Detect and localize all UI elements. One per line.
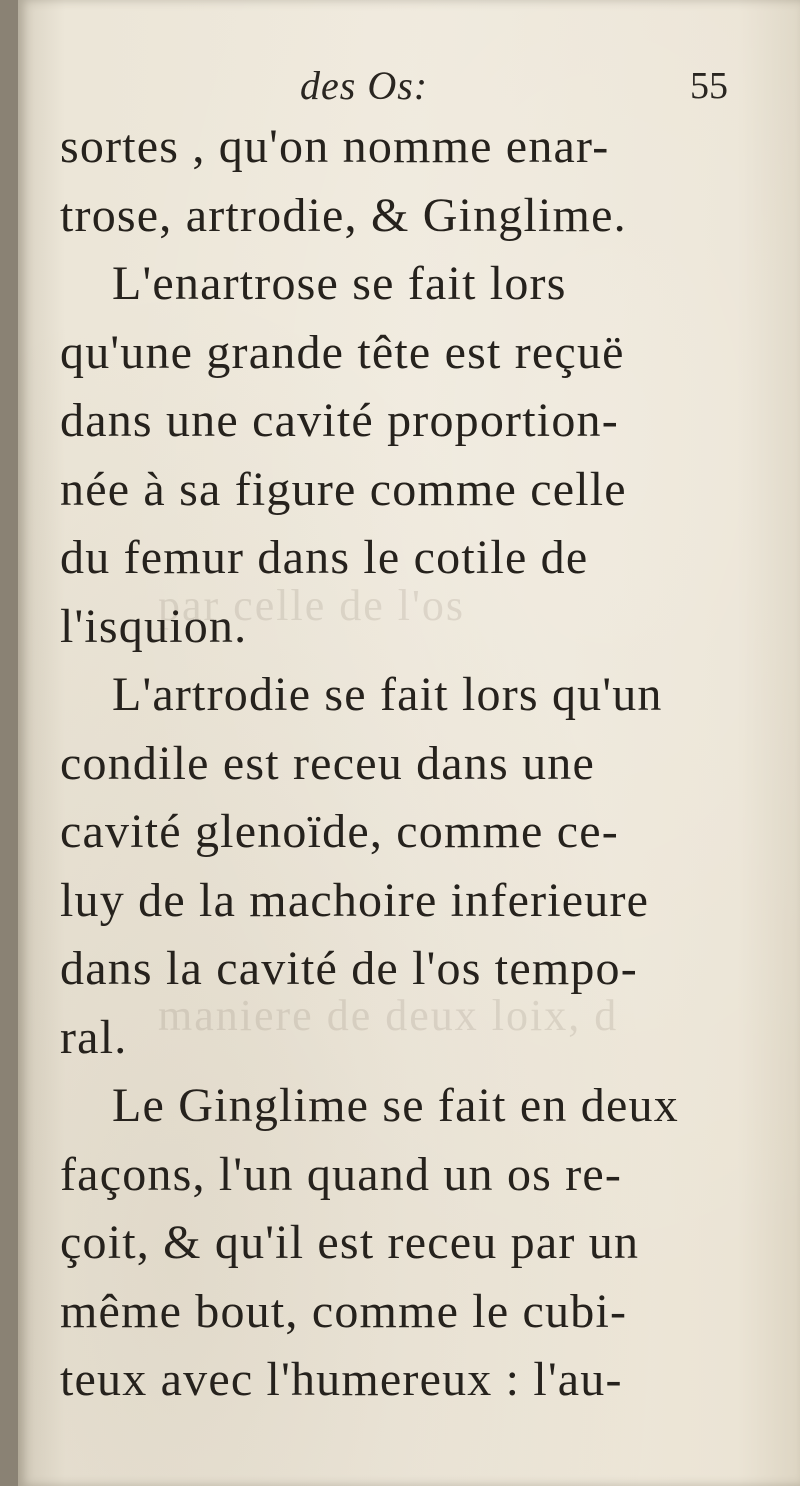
text-line: L'artrodie se fait lors qu'un (112, 668, 663, 721)
running-title: des Os: (300, 63, 429, 108)
text-line: trose, artrodie, & Ginglime. (60, 188, 627, 242)
text-line: sortes , qu'on nomme enar- (60, 120, 610, 173)
text-line: luy de la machoire inferieure (60, 873, 650, 927)
book-page (18, 0, 800, 1486)
page-number: 55 (690, 65, 728, 107)
text-line: teux avec l'humereux : l'au- (60, 1353, 623, 1406)
text-line: l'isquion. (60, 599, 248, 653)
text-line: L'enartrose se fait lors (112, 257, 567, 310)
text-line: condile est receu dans une (60, 736, 595, 790)
text-line: née à sa figure comme celle (60, 462, 627, 516)
text-line: ral. (60, 1010, 128, 1064)
text-line: qu'une grande tête est reçuë (60, 325, 625, 379)
page-header (18, 62, 800, 112)
text-line: du femur dans le cotile de (60, 531, 589, 584)
text-line: dans une cavité proportion- (60, 394, 619, 447)
text-line: çoit, & qu'il est receu par un (60, 1216, 640, 1269)
text-line: cavité glenoïde, comme ce- (60, 805, 619, 858)
show-through-text: maniere de deux loix, d (158, 991, 619, 1040)
text-line: façons, l'un quand un os re- (60, 1147, 623, 1201)
body-text (60, 113, 750, 1415)
show-through-text: par celle de l'os (158, 581, 466, 630)
text-line: Le Ginglime se fait en deux (112, 1079, 679, 1132)
text-line: dans la cavité de l'os tempo- (60, 942, 638, 995)
text-line: même bout, comme le cubi- (60, 1284, 628, 1338)
